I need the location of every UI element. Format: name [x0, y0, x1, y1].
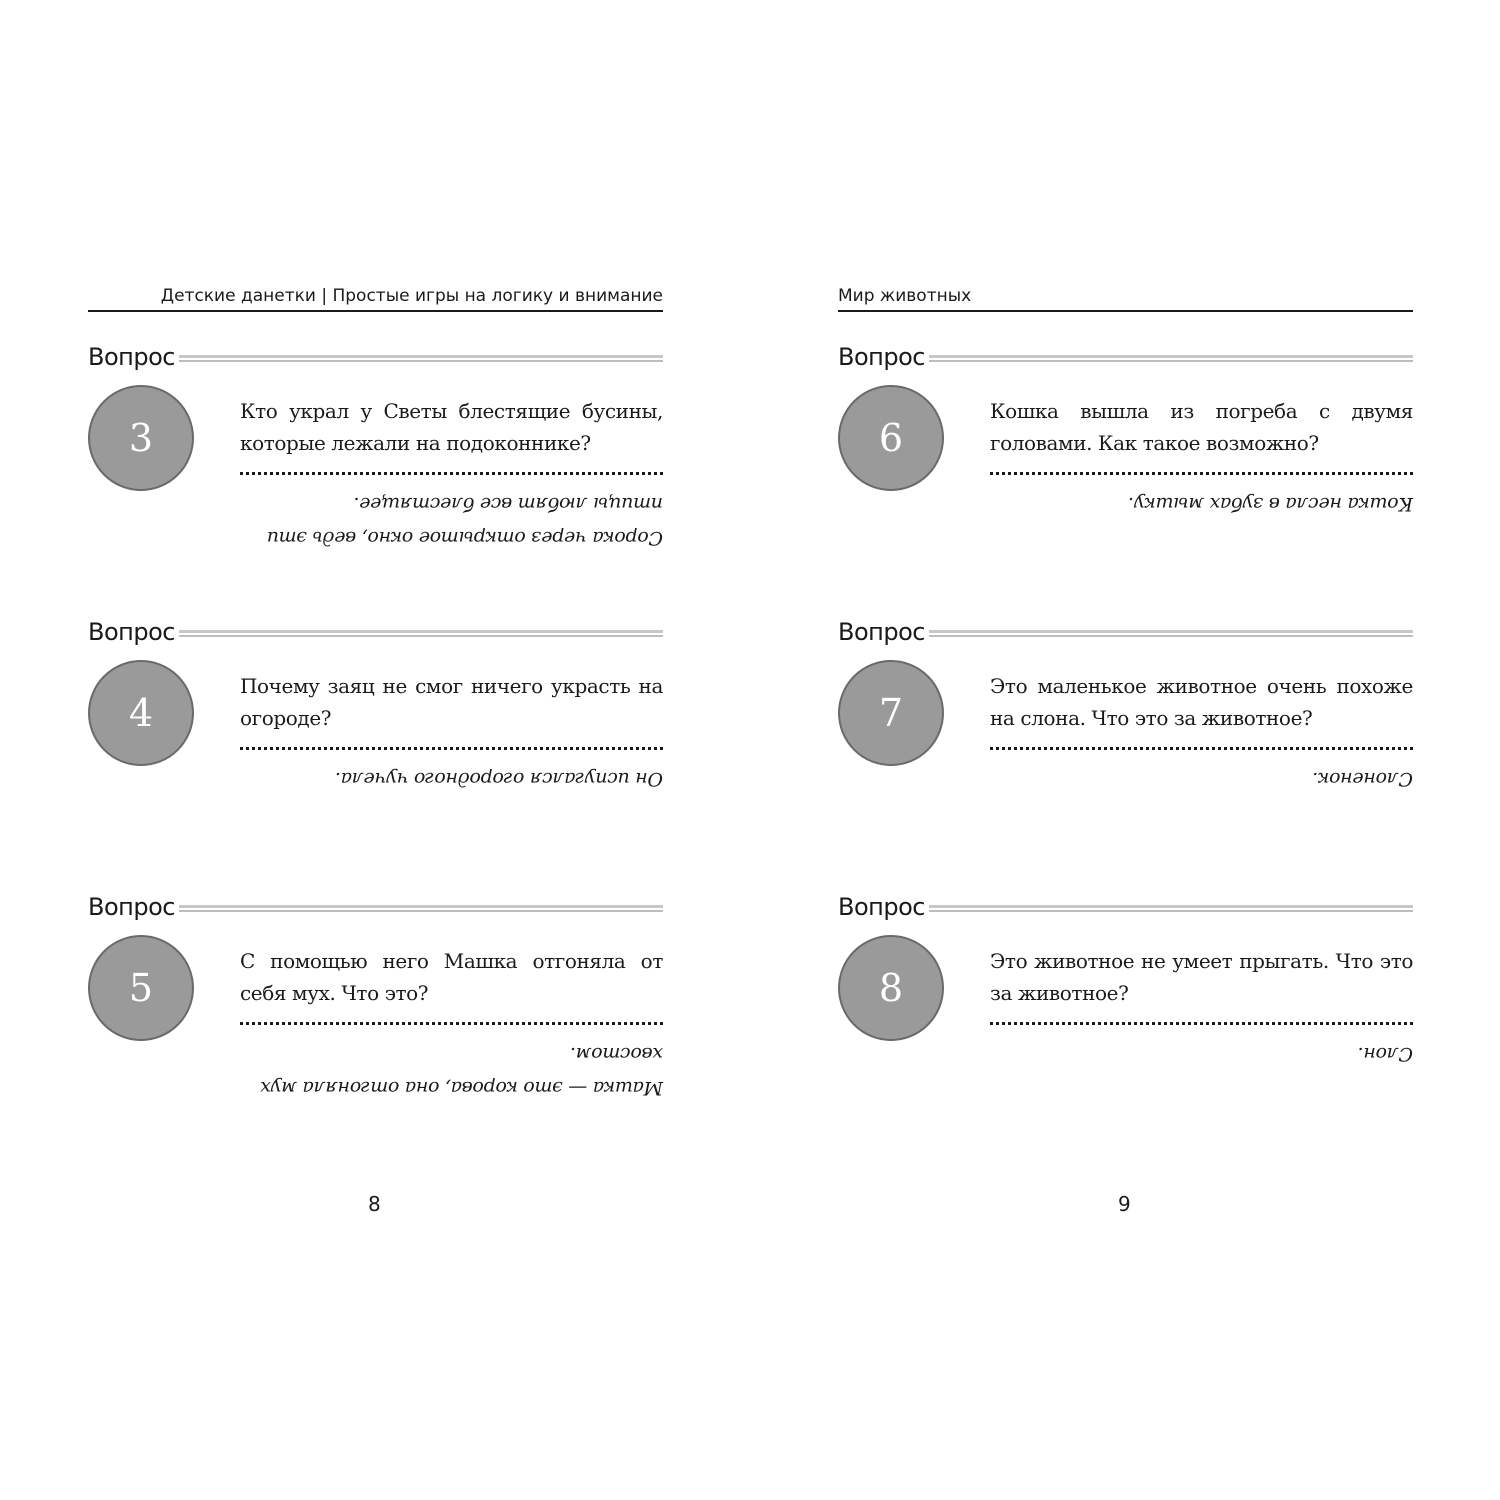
question-number-badge: 3 [88, 385, 194, 491]
card-heading: Вопрос [88, 615, 179, 649]
question-number-badge: 6 [838, 385, 944, 491]
right-page [838, 0, 1413, 1500]
dotted-separator [240, 747, 663, 750]
page-number: 8 [368, 1192, 381, 1216]
answer-text-upside-down: Машка — это корова, она отгоняла мух хвостом. [260, 1043, 663, 1099]
answer-text-upside-down: Кошка несла в зубах мышку. [1128, 493, 1413, 515]
question-number-badge: 4 [88, 660, 194, 766]
dotted-separator [990, 1022, 1413, 1025]
question-text: С помощью него Машка отгоняла от себя мух. Что это? [240, 949, 663, 1005]
question-card [88, 340, 663, 600]
card-heading: Вопрос [88, 890, 179, 924]
question-text: Это маленькое животное очень похоже на слона. Что это за животное? [990, 674, 1413, 730]
question-card [838, 340, 1413, 600]
running-header: Детские данетки | Простые игры на логику и внимание [88, 282, 663, 312]
question-text: Кошка вышла из погреба с двумя головами. Как такое возможно? [990, 399, 1413, 455]
question-card [838, 890, 1413, 1150]
answer-text-upside-down: Он испугался огородного чучела. [335, 768, 663, 790]
dotted-separator [990, 747, 1413, 750]
question-card [88, 890, 663, 1150]
card-heading: Вопрос [838, 615, 929, 649]
answer-text-upside-down: Слон. [1357, 1043, 1413, 1065]
question-text: Это животное не умеет прыгать. Что это за животное? [990, 949, 1413, 1005]
running-header: Мир животных [838, 282, 1413, 312]
page-number: 9 [1118, 1192, 1131, 1216]
dotted-separator [990, 472, 1413, 475]
answer-text-upside-down: Сорока через открытое окно, ведь эти птицы любят все блестящее. [267, 493, 663, 549]
question-card [838, 615, 1413, 875]
question-number-badge: 8 [838, 935, 944, 1041]
card-heading: Вопрос [838, 890, 929, 924]
left-page [88, 0, 663, 1500]
answer-text-upside-down: Слоненок. [1312, 768, 1413, 790]
question-text: Почему заяц не смог ничего украсть на огороде? [240, 674, 663, 730]
question-number-badge: 5 [88, 935, 194, 1041]
dotted-separator [240, 1022, 663, 1025]
card-heading: Вопрос [88, 340, 179, 374]
card-heading: Вопрос [838, 340, 929, 374]
question-number-badge: 7 [838, 660, 944, 766]
question-text: Кто украл у Светы блестящие бусины, которые лежали на подоконнике? [240, 399, 663, 455]
dotted-separator [240, 472, 663, 475]
question-card [88, 615, 663, 875]
